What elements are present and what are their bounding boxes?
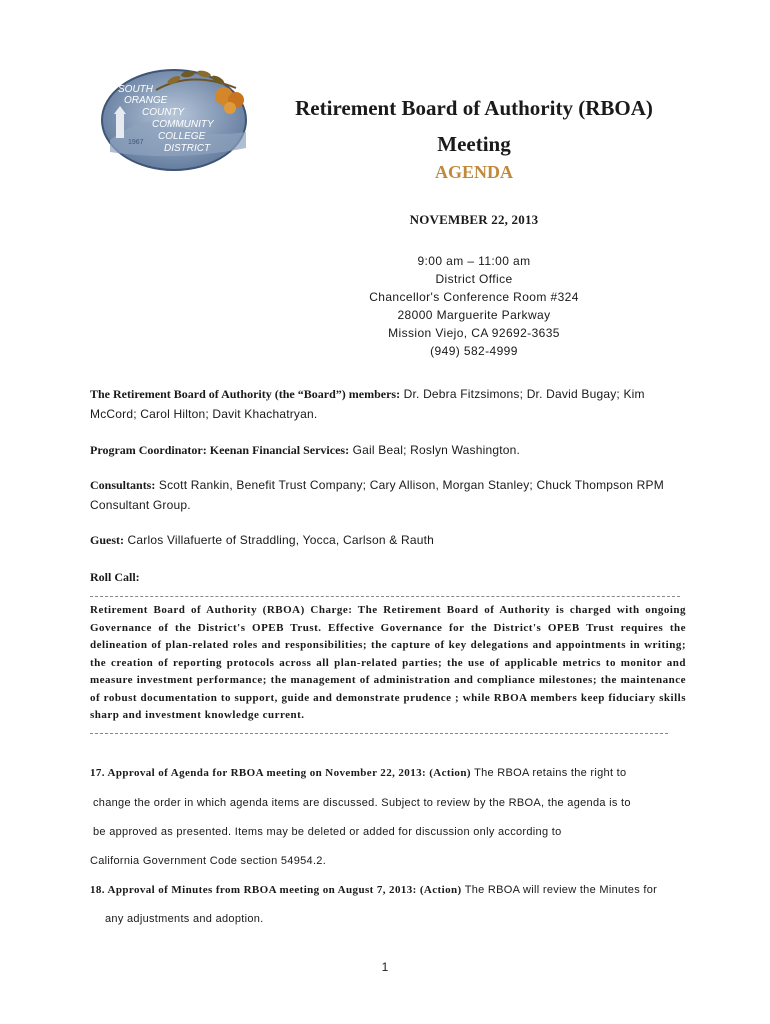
coordinator-paragraph [90,440,686,460]
consultants-label: Consultants: [90,478,156,492]
page-title: Retirement Board of Authority (RBOA) [295,96,653,120]
logo-year: 1967 [128,139,144,146]
agenda-item-17-line3: be approved as presented. Items may be deleted or added for discussion only according to [93,826,562,838]
logo-text-district: DISTRICT [164,143,211,154]
guest-label: Guest: [90,533,124,547]
agenda-item-18 [90,882,690,898]
agenda-item-17-line2: change the order in which agenda items are discussed. Subject to review by the RBOA, the agenda is to [93,797,631,809]
roll-call [90,567,686,587]
agenda-item-17-label: 17. Approval of Agenda for RBOA meeting on November 22, 2013: (Action) [90,767,471,779]
location-street: 28000 Marguerite Parkway [397,308,551,322]
logo-text-orange: ORANGE [124,95,168,106]
meeting-location [270,252,678,360]
agenda-item-17-line4: California Government Code section 54954.2. [90,855,327,867]
meeting-date: NOVEMBER 22, 2013 [409,212,539,227]
consultants-text: Scott Rankin, Benefit Trust Company; Cary Allison, Morgan Stanley; Chuck Thompson RPM Consultant Group. [90,478,664,512]
logo-text-county: COUNTY [142,107,185,118]
divider-top [90,596,680,597]
guest-text: Carlos Villafuerte of Straddling, Yocca, Carlson & Rauth [124,533,435,547]
district-logo [96,62,256,174]
agenda-item-18-label: 18. Approval of Minutes from RBOA meeting on August 7, 2013: (Action) [90,884,462,896]
logo-text-south: SOUTH [118,84,153,95]
consultants-paragraph [90,475,686,515]
members-label: The Retirement Board of Authority (the “Board”) members: [90,387,401,401]
meeting-time: 9:00 am – 11:00 am [417,254,531,268]
location-room: Chancellor's Conference Room #324 [369,290,579,304]
logo-text-college: COLLEGE [158,131,206,142]
members-text: Dr. Debra Fitzsimons; Dr. David Bugay; Kim McCord; Carol Hilton; Davit Khachatryan. [90,387,645,421]
page-number: 1 [381,960,389,974]
agenda-item-18-text: The RBOA will review the Minutes for [461,884,658,896]
page-title-line2: Meeting [437,132,511,156]
location-office: District Office [435,272,513,286]
agenda-heading: AGENDA [434,162,513,182]
coordinator-label: Program Coordinator: Keenan Financial Services: [90,443,350,457]
rboa-charge: Retirement Board of Authority (RBOA) Charge: The Retirement Board of Authority is charged with ongoing Governance of the District's OPEB Trust. Effective Governance for the District's OPEB Trust requires the delineation of plan-related roles and responsibilities; the capture of key delegations and appointments in writing; the creation of reporting protocols across all plan-related parties; the use of applicable metrics to monitor and measure investment performance; the management of administration and compliance milestones; the maintenance of robust documentation to support, guide and demonstrate prudence ; while RBOA members keep fiduciary skills sharp and investment knowledge current. [90,604,686,721]
coordinator-text: Gail Beal; Roslyn Washington. [349,443,521,457]
roll-call-label: Roll Call: [90,570,140,584]
agenda-item-18-line2: any adjustments and adoption. [105,913,264,925]
guest-paragraph [90,530,686,550]
location-city: Mission Viejo, CA 92692-3635 [388,326,560,340]
logo-text-community: COMMUNITY [152,119,214,130]
agenda-item-17-text: The RBOA retains the right to [470,767,627,779]
members-paragraph [90,384,686,424]
agenda-item-17 [90,765,690,781]
location-phone: (949) 582-4999 [430,344,518,358]
divider-bottom [90,733,668,734]
